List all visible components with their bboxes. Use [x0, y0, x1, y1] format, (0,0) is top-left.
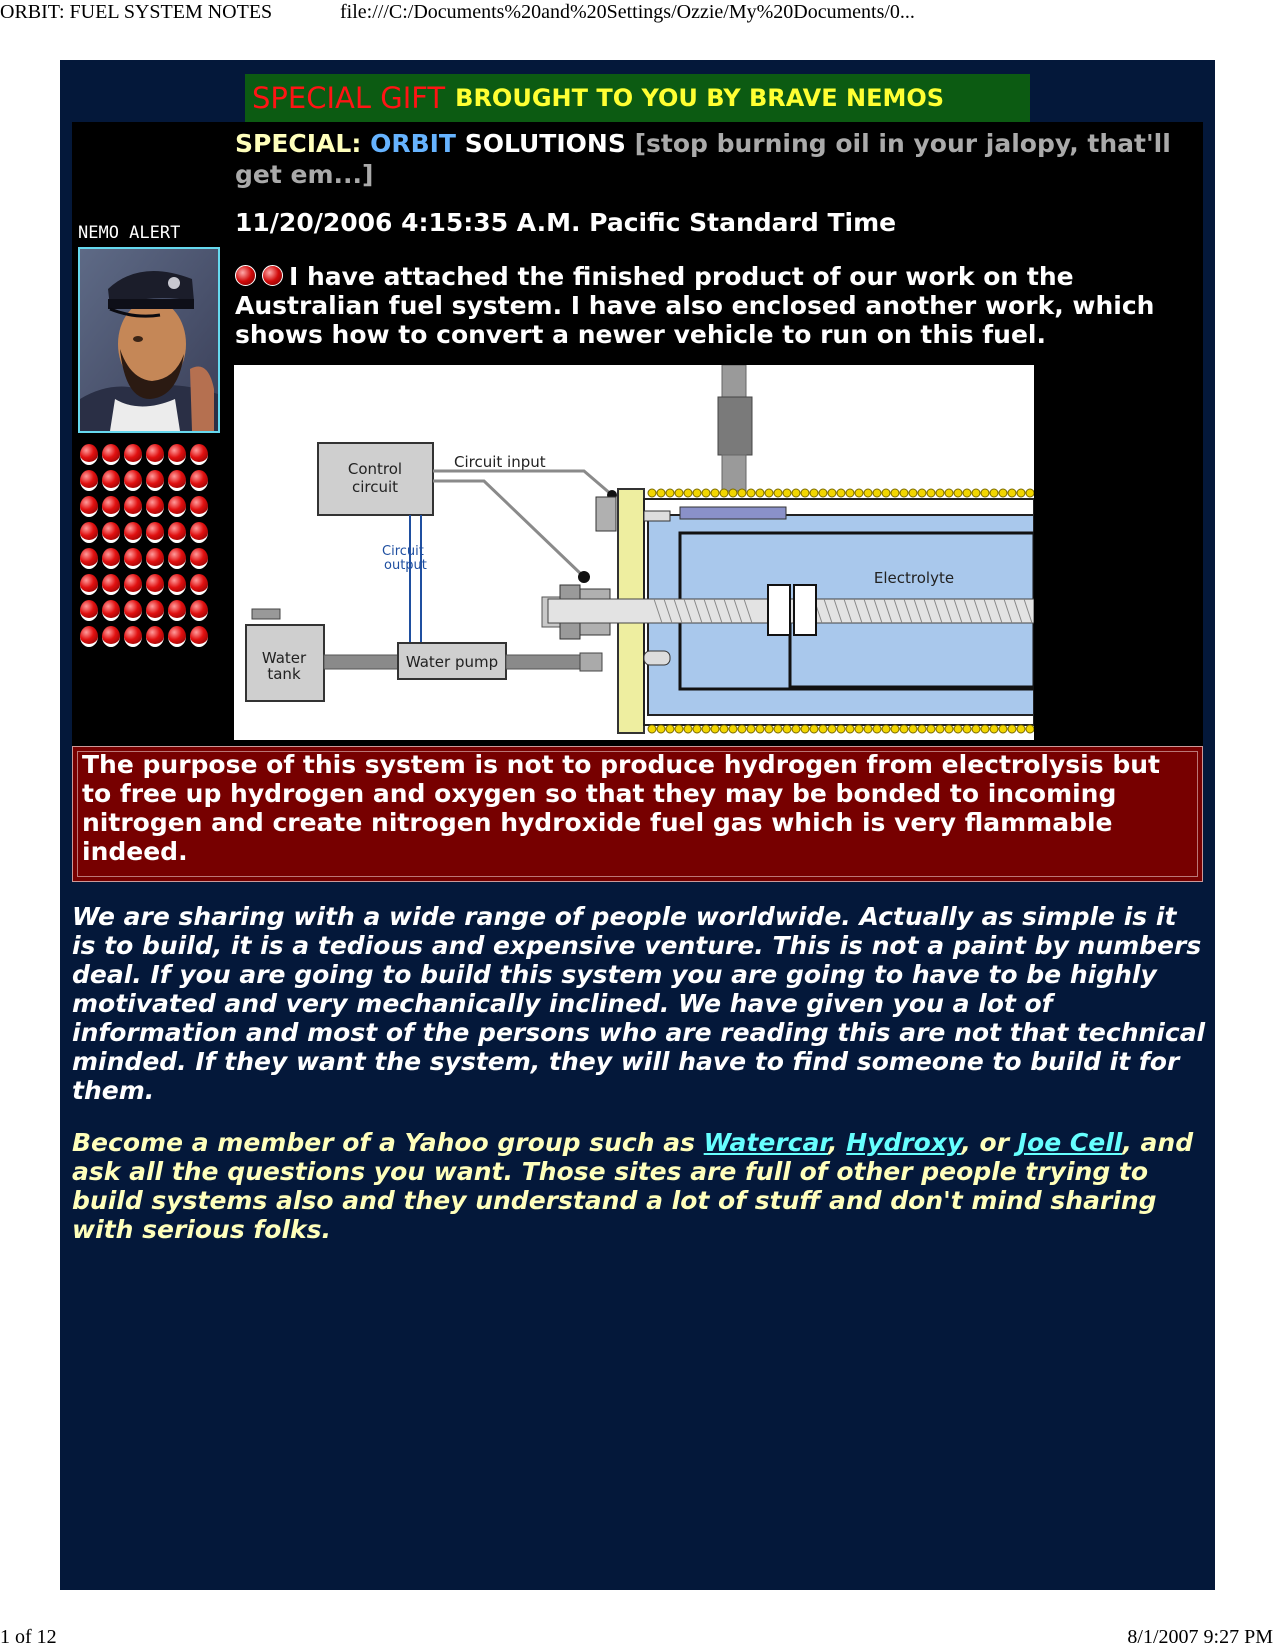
- bead-decoration: [828, 725, 836, 733]
- bead-decoration: [711, 725, 719, 733]
- bead-decoration: [873, 489, 881, 497]
- bead-decoration: [1017, 725, 1025, 733]
- label-water-tank-2: tank: [267, 665, 301, 683]
- red-orb-grid: [78, 442, 210, 650]
- print-datetime: 8/1/2007 9:27 PM: [1127, 1626, 1273, 1648]
- bead-decoration: [945, 489, 953, 497]
- bead-decoration: [837, 489, 845, 497]
- watercar-link[interactable]: Watercar: [703, 1128, 829, 1157]
- bead-decoration: [936, 489, 944, 497]
- red-orb-icon: [146, 626, 164, 647]
- post-body: [235, 262, 1185, 349]
- bead-decoration: [972, 725, 980, 733]
- red-orb-icon: [146, 522, 164, 543]
- red-orb-icon: [124, 600, 142, 621]
- bead-decoration: [783, 725, 791, 733]
- bead-decoration: [927, 725, 935, 733]
- bead-decoration: [990, 489, 998, 497]
- bead-decoration: [675, 489, 683, 497]
- bead-decoration: [954, 489, 962, 497]
- bead-decoration: [720, 725, 728, 733]
- bead-decoration: [846, 489, 854, 497]
- bead-decoration: [828, 489, 836, 497]
- special-prefix: SPECIAL:: [235, 129, 362, 158]
- portrait-illustration: [80, 249, 218, 431]
- joe-cell-link[interactable]: Joe Cell: [1017, 1128, 1123, 1157]
- red-orb-icon: [146, 574, 164, 595]
- red-orb-icon: [190, 600, 208, 621]
- red-orb-icon: [146, 444, 164, 465]
- bead-decoration: [774, 489, 782, 497]
- yahoo-lead: Become a member of a Yahoo group such as: [72, 1128, 704, 1157]
- red-orb-icon: [102, 470, 120, 491]
- bead-decoration: [963, 489, 971, 497]
- red-orb-icon: [80, 548, 98, 569]
- red-orb-icon: [80, 626, 98, 647]
- bead-decoration: [792, 725, 800, 733]
- red-orb-icon: [168, 470, 186, 491]
- red-orb-icon: [124, 470, 142, 491]
- yahoo-sep-1: ,: [828, 1128, 847, 1157]
- bead-decoration: [900, 489, 908, 497]
- red-orb-icon: [190, 470, 208, 491]
- captain-nemo-portrait: [78, 247, 220, 433]
- bead-decoration: [819, 489, 827, 497]
- red-orb-icon: [190, 522, 208, 543]
- post-body-text: I have attached the finished product of our work on the Australian fuel system. I have also enclosed another work, which shows how to convert a newer vehicle to run on this fuel.: [235, 262, 1155, 349]
- print-header: [0, 0, 1275, 30]
- fuel-system-diagram: [234, 365, 1034, 740]
- bead-decoration: [945, 725, 953, 733]
- bead-decoration: [747, 725, 755, 733]
- red-orb-icon: [190, 574, 208, 595]
- bead-decoration: [666, 489, 674, 497]
- print-page-number: 1 of 12: [0, 1626, 57, 1648]
- bead-decoration: [963, 725, 971, 733]
- red-orb-icon: [190, 626, 208, 647]
- bead-decoration: [846, 725, 854, 733]
- bead-decoration: [954, 725, 962, 733]
- yahoo-paragraph: [72, 1128, 1207, 1244]
- hydroxy-link[interactable]: Hydroxy: [846, 1128, 962, 1157]
- yahoo-sep-2: , or: [961, 1128, 1018, 1157]
- label-circuit-input: Circuit input: [454, 453, 546, 471]
- red-orb-icon: [168, 626, 186, 647]
- red-orb-icon: [146, 496, 164, 517]
- bead-decoration: [882, 489, 890, 497]
- label-circuit-output: Circuit: [382, 544, 424, 559]
- bead-decoration: [792, 489, 800, 497]
- bead-decoration: [981, 725, 989, 733]
- red-orb-icon: [102, 574, 120, 595]
- bead-decoration: [801, 725, 809, 733]
- bead-decoration: [1017, 489, 1025, 497]
- bead-decoration: [747, 489, 755, 497]
- special-solutions: SOLUTIONS: [464, 129, 626, 158]
- bead-decoration: [819, 725, 827, 733]
- bead-decoration: [936, 725, 944, 733]
- bead-decoration: [738, 725, 746, 733]
- red-orb-icon: [124, 626, 142, 647]
- red-orb-icon: [168, 548, 186, 569]
- special-orbit: ORBIT: [370, 129, 456, 158]
- red-orb-icon: [190, 548, 208, 569]
- label-electrolyte: Electrolyte: [873, 569, 955, 587]
- print-footer: [0, 1626, 1275, 1650]
- label-circuit-output-2: output: [384, 558, 427, 573]
- banner-red-text: SPECIAL GIFT: [252, 81, 446, 115]
- bead-decoration: [774, 725, 782, 733]
- bead-decoration: [684, 725, 692, 733]
- yahoo-rest: , and ask all the questions you want. Those sites are full of other people trying to build systems also and they understand a lot of stuff and don't mind sharing with serious folks.: [72, 1128, 1194, 1244]
- label-water-pump: Water pump: [405, 653, 499, 671]
- bead-decoration: [918, 489, 926, 497]
- red-orb-icon: [124, 496, 142, 517]
- red-orb-icon: [190, 444, 208, 465]
- special-note: [stop burning oil in your jalopy, that'll get em...]: [235, 129, 1171, 189]
- red-orb-icon: [80, 470, 98, 491]
- red-orb-icon: [102, 600, 120, 621]
- red-orb-icon: [124, 548, 142, 569]
- nemo-alert-label: NEMO ALERT: [78, 223, 181, 243]
- bead-decoration: [882, 725, 890, 733]
- bead-decoration: [981, 489, 989, 497]
- bead-decoration: [1026, 489, 1034, 497]
- fuel-system-diagram-svg: [234, 365, 1034, 740]
- red-orb-icon: [146, 600, 164, 621]
- red-orb-icon: [80, 496, 98, 517]
- red-orb-icon: [80, 444, 98, 465]
- bead-decoration: [891, 725, 899, 733]
- red-orb-icon: [235, 265, 256, 286]
- page-content: [60, 60, 1215, 1590]
- bead-decoration: [702, 725, 710, 733]
- bead-decoration: [720, 489, 728, 497]
- red-orb-icon: [168, 600, 186, 621]
- post-datetime: 11/20/2006 4:15:35 A.M. Pacific Standard Time: [235, 208, 897, 237]
- bead-decoration: [927, 489, 935, 497]
- red-orb-icon: [102, 522, 120, 543]
- label-control-circuit: Control: [347, 460, 403, 478]
- red-orb-icon: [190, 496, 208, 517]
- bead-decoration: [918, 725, 926, 733]
- red-orb-icon: [102, 626, 120, 647]
- bead-decoration: [693, 489, 701, 497]
- banner-yellow-text: BROUGHT TO YOU BY BRAVE NEMOS: [455, 84, 945, 112]
- bead-decoration: [837, 725, 845, 733]
- bead-decoration: [756, 489, 764, 497]
- bead-decoration: [999, 489, 1007, 497]
- bead-decoration: [855, 489, 863, 497]
- bead-decoration: [810, 489, 818, 497]
- bead-decoration: [711, 489, 719, 497]
- bead-decoration: [657, 489, 665, 497]
- bead-decoration: [909, 489, 917, 497]
- special-heading: [235, 128, 1195, 190]
- bead-decoration: [648, 489, 656, 497]
- bead-decoration: [1008, 489, 1016, 497]
- print-page-title: ORBIT: FUEL SYSTEM NOTES: [0, 1, 273, 23]
- red-orb-icon: [102, 444, 120, 465]
- bead-decoration: [999, 725, 1007, 733]
- red-orb-icon: [168, 444, 186, 465]
- bead-decoration: [657, 725, 665, 733]
- bead-decoration: [864, 725, 872, 733]
- bead-decoration: [738, 489, 746, 497]
- bead-decoration: [855, 725, 863, 733]
- bead-decoration: [900, 725, 908, 733]
- bead-decoration: [729, 725, 737, 733]
- bead-decoration: [873, 725, 881, 733]
- bead-decoration: [801, 489, 809, 497]
- red-orb-icon: [80, 600, 98, 621]
- red-orb-icon: [168, 522, 186, 543]
- bead-decoration: [648, 725, 656, 733]
- red-orb-icon: [146, 548, 164, 569]
- red-orb-icon: [124, 574, 142, 595]
- red-orb-icon: [124, 444, 142, 465]
- red-orb-icon: [102, 548, 120, 569]
- bead-decoration: [1026, 725, 1034, 733]
- red-orb-icon: [102, 496, 120, 517]
- print-page-url: file:///C:/Documents%20and%20Settings/Ozzie/My%20Documents/0...: [340, 1, 915, 23]
- bead-decoration: [783, 489, 791, 497]
- bead-decoration: [765, 489, 773, 497]
- label-water-tank: Water: [261, 649, 307, 667]
- bead-decoration: [729, 489, 737, 497]
- bead-decoration: [765, 725, 773, 733]
- bead-decoration: [666, 725, 674, 733]
- bead-decoration: [675, 725, 683, 733]
- red-orb-icon: [146, 470, 164, 491]
- red-orb-icon: [80, 574, 98, 595]
- bead-decoration: [891, 489, 899, 497]
- red-orb-icon: [262, 265, 283, 286]
- red-orb-icon: [80, 522, 98, 543]
- post-panel: [72, 122, 1203, 842]
- bead-decoration: [990, 725, 998, 733]
- purpose-callout: [72, 746, 1203, 882]
- bead-decoration: [684, 489, 692, 497]
- purpose-text: The purpose of this system is not to produce hydrogen from electrolysis but to free up hydrogen and oxygen so that they may be bonded to incoming nitrogen and create nitrogen hydroxide fuel gas which is very flammable indeed.: [82, 750, 1160, 866]
- red-orb-icon: [168, 496, 186, 517]
- sharing-paragraph: We are sharing with a wide range of people worldwide. Actually as simple is it is to build, it is a tedious and expensive venture. This is not a paint by numbers deal. If you are going to build this system you are going to have to be highly motivated and very mechanically inclined. We have given you a lot of information and most of the persons who are reading this are not that technical minded. If they want the system, they will have to find someone to build it for them.: [72, 902, 1206, 1105]
- bead-decoration: [693, 725, 701, 733]
- bead-decoration: [756, 725, 764, 733]
- red-orb-icon: [168, 574, 186, 595]
- label-control-circuit-2: circuit: [351, 478, 399, 496]
- red-orb-icon: [124, 522, 142, 543]
- bead-decoration: [810, 725, 818, 733]
- bead-decoration: [972, 489, 980, 497]
- bead-decoration: [702, 489, 710, 497]
- bead-decoration: [864, 489, 872, 497]
- bead-decoration: [909, 725, 917, 733]
- special-gift-banner: [245, 74, 1030, 122]
- bead-decoration: [1008, 725, 1016, 733]
